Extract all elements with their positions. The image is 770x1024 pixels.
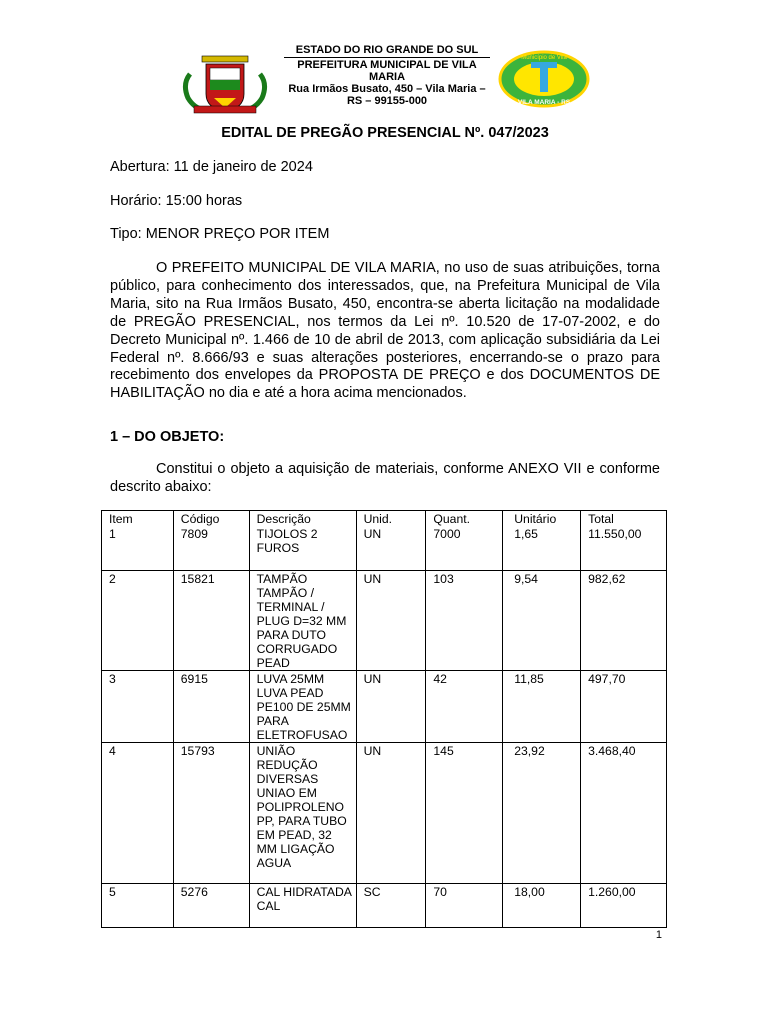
page-number: 1 [655,929,662,941]
table-row [102,526,667,570]
cell-code: 15793 [173,742,249,883]
cell-item: 5 [102,883,174,927]
header-code: Código [173,511,249,527]
cell-total: 497,70 [581,670,667,742]
cell-unit: UN [356,742,426,883]
cell-description: TIJOLOS 2 FUROS [249,526,356,570]
cell-unit: UN [356,670,426,742]
city-hall-name: PREFEITURA MUNICIPAL DE VILA MARIA [297,59,477,83]
cell-item: 2 [102,570,174,670]
seal-text-bottom: VILA MARIA - RS [517,99,571,106]
cell-unit-price: 9,54 [503,570,581,670]
header-description: Descrição [249,511,356,527]
cell-quantity: 145 [426,742,503,883]
cell-description: UNIÃO REDUÇÃO DIVERSAS UNIAO EM POLIPROLENO PP, PARA TUBO EM PEAD, 32 MM LIGAÇÃO AGUA [249,742,356,883]
table-row [102,883,667,927]
section-1-paragraph: Constitui o objeto a aquisição de materiais, conforme ANEXO VII e conforme descrito abaixo: [110,461,660,495]
items-table [101,510,667,928]
anniversary-seal-icon [498,50,590,108]
letterhead-text [284,44,490,107]
header-unit: Unid. [356,511,426,527]
letterhead [180,44,592,116]
cell-unit: UN [356,526,426,570]
state-name: ESTADO DO RIO GRANDE DO SUL [295,44,479,56]
cell-description: LUVA 25MM LUVA PEAD PE100 DE 25MM PARA ELETROFUSAO [249,670,356,742]
cell-total: 11.550,00 [581,526,667,570]
cell-item: 4 [102,742,174,883]
cell-description: CAL HIDRATADA CAL [249,883,356,927]
seal-text-top: Município de Vila [521,55,567,61]
header-total: Total [581,511,667,527]
cell-code: 5276 [173,883,249,927]
cell-quantity: 103 [426,570,503,670]
cell-unit-price: 18,00 [503,883,581,927]
opening-date: Abertura: 11 de janeiro de 2024 [110,159,313,175]
cell-total: 3.468,40 [581,742,667,883]
cell-code: 15821 [173,570,249,670]
cell-total: 1.260,00 [581,883,667,927]
header-item: Item [102,511,174,527]
header-unit-price: Unitário [503,511,581,527]
table-row [102,570,667,670]
cell-item: 3 [102,670,174,742]
cell-quantity: 70 [426,883,503,927]
cell-unit-price: 1,65 [503,526,581,570]
cell-total: 982,62 [581,570,667,670]
table-row [102,670,667,742]
cell-code: 7809 [173,526,249,570]
cell-quantity: 7000 [426,526,503,570]
cell-code: 6915 [173,670,249,742]
cell-description: TAMPÃO TAMPÃO / TERMINAL / PLUG D=32 MM PARA DUTO CORRUGADO PEAD [249,570,356,670]
opening-time: Horário: 15:00 horas [110,193,243,209]
intro-paragraph: O PREFEITO MUNICIPAL DE VILA MARIA, no uso de suas atribuições, torna público, para conhecimento dos interessados, que, na Prefeitura Municipal de Vila Maria, sito na Rua Irmãos Busato, 450, encontra-se aberta licitação na modalidade de PREGÃO PRESENCIAL, nos termos da Lei nº. 10.520 de 17-07-2002, e do Decreto Municipal nº. 1.466 de 10 de abril de 2013, com aplicação subsidiária da Lei Federal nº. 8.666/93 e suas alterações posteriores, encerrando-se o prazo para recebimento dos envelopes da PROPOSTA DE PREÇO e dos DOCUMENTOS DE HABILITAÇÃO no dia e até a hora acima mencionados. [110,260,660,402]
cell-item: 1 [102,526,174,570]
municipal-coat-of-arms-icon [180,54,270,116]
header-divider [284,57,490,58]
cell-unit-price: 23,92 [503,742,581,883]
bid-type: Tipo: MENOR PREÇO POR ITEM [110,226,330,242]
table-header-row [102,511,667,527]
section-1-heading: 1 – DO OBJETO: [110,429,225,445]
city-hall-address: Rua Irmãos Busato, 450 – Vila Maria – RS – 99155-000 [288,83,486,107]
table-row [102,742,667,883]
header-quantity: Quant. [426,511,503,527]
cell-unit: SC [356,883,426,927]
document-title: EDITAL DE PREGÃO PRESENCIAL Nº. 047/2023 [221,125,549,141]
cell-quantity: 42 [426,670,503,742]
cell-unit: UN [356,570,426,670]
cell-unit-price: 11,85 [503,670,581,742]
